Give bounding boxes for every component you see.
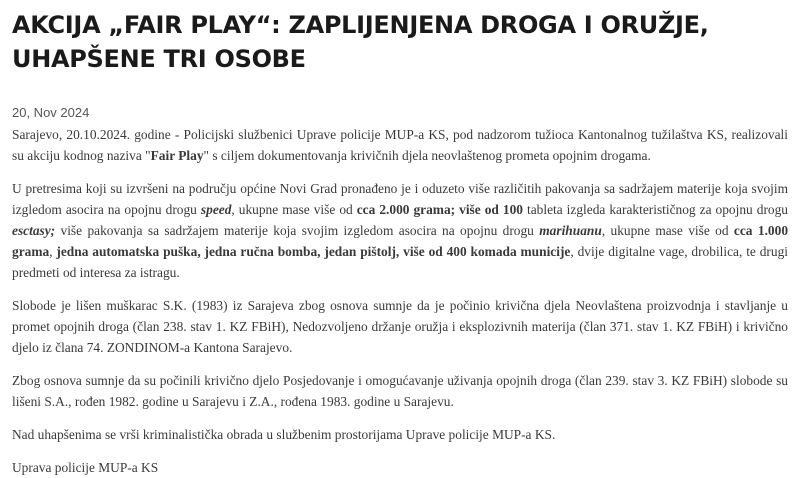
article-title-line2: UHAPŠENE TRI OSOBE xyxy=(12,45,306,73)
paragraph-arrest-1: Slobode je lišen muškarac S.K. (1983) iz Sarajeva zbog osnova sumnje da je počinio krivična djela Neovlaštena proizvodnja i stavljanje u promet opojnih droga (član 238. stav 1. KZ FBiH), Nedozvoljeno držanje oružja i eksplozivnih materija (član 371. stav 1. KZ FBiH) i krivično djelo iz člana 74. ZONDINOM-a Kantona Sarajevo. xyxy=(12,298,788,355)
article-title-line1: AKCIJA „FAIR PLAY“: ZAPLIJENJENA DROGA I ORUŽJE, xyxy=(12,11,709,39)
drug-marihuana: marihuanu xyxy=(539,223,602,238)
paragraph-signature: Uprava policije MUP-a KS xyxy=(12,460,159,475)
seizure-text-3: tableta izgleda karakterističnog za opojnu drogu xyxy=(522,202,788,217)
article-title xyxy=(12,8,788,76)
intro-text-a: Sarajevo, 20.10.2024. godine - Policijski službenici Uprave policije MUP-a KS, pod nadzorom tužioca Kantonalnog tužilaštva KS, realizovali su akciju kodnog naziva " xyxy=(12,127,788,163)
drug-speed: speed xyxy=(200,202,232,217)
seizure-text-2: , ukupne mase više od xyxy=(231,202,357,217)
seizure-text-7: , dvije digitalne vage, drobilica, te drugi predmeti od interesa za istragu. xyxy=(12,244,788,280)
seizure-text-6: , xyxy=(49,244,57,259)
code-name: Fair Play xyxy=(150,148,204,163)
seizure-bold-2: cca 1.000 grama xyxy=(12,223,789,259)
article-body xyxy=(12,124,788,478)
seizure-bold-3: jedna automatska puška, jedna ručna bomba, jedan pištolj, više od 400 komada municije xyxy=(56,244,571,259)
paragraph-processing: Nad uhapšenima se vrši kriminalistička obrada u službenim prostorijama Uprave policije MUP-a KS. xyxy=(12,427,556,442)
seizure-text-5: , ukupne mase više od xyxy=(601,223,734,238)
paragraph-intro xyxy=(12,124,788,166)
seizure-text-4: više pakovanja sa sadržajem materije koja svojim izgledom asocira na opojnu drogu xyxy=(55,223,540,238)
article-date: 20, Nov 2024 xyxy=(12,105,90,120)
intro-text-c: " s ciljem dokumentovanja krivičnih djela neovlaštenog prometa opojnim drogama. xyxy=(203,148,651,163)
paragraph-arrest-2: Zbog osnova sumnje da su počinili krivično djelo Posjedovanje i omogućavanje uživanja opojnih droga (član 239. stav 3. KZ FBiH) slobode su lišeni S.A., rođen 1982. godine u Sarajevu i Z.A., rođena 1983. godine u Sarajevu. xyxy=(12,373,788,409)
paragraph-seizure xyxy=(12,178,788,283)
drug-esctasy: esctasy; xyxy=(12,223,56,238)
seizure-bold-1: cca 2.000 grama; više od 100 xyxy=(356,202,523,217)
seizure-text-1: U pretresima koji su izvršeni na području općine Novi Grad pronađeno je i oduzeto više različitih pakovanja sa sadržajem materije koja svojim izgledom asocira na opojnu drogu xyxy=(12,181,788,217)
